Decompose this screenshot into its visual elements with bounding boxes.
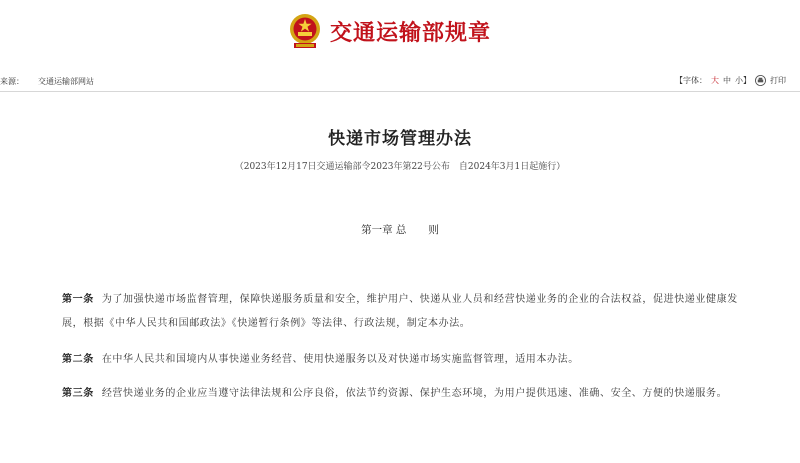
national-emblem-icon (288, 12, 322, 50)
chapter-heading (0, 222, 800, 237)
document-title: 快递市场管理办法 (328, 129, 472, 149)
article-paragraph (62, 348, 742, 372)
breadcrumb (0, 76, 94, 87)
article-label: 第三条 (62, 388, 94, 399)
article-label: 第一条 (62, 294, 94, 305)
location-bar (0, 71, 800, 92)
font-size-label: 【字体： (675, 76, 707, 85)
article-text: 经营快递业务的企业应当遵守法律法规和公序良俗，依法节约资源、保护生态环境，为用户提供迅速、准确、安全、方便的快递服务。 (101, 388, 728, 399)
site-title[interactable]: 交通运输部规章 (330, 21, 492, 46)
breadcrumb-link-site[interactable]: 交通运输部网站 (38, 77, 94, 86)
font-size-medium-button[interactable]: 中 (723, 76, 731, 85)
article-paragraph (62, 382, 742, 406)
font-size-large-button[interactable]: 大 (711, 76, 719, 85)
chapter-label-end: 则 (428, 224, 439, 236)
print-icon[interactable] (755, 75, 766, 86)
page-tools (675, 75, 786, 86)
site-header (0, 0, 800, 62)
font-size-small-button[interactable]: 小】 (735, 76, 751, 85)
article-text: 在中华人民共和国境内从事快递业务经营、使用快递服务以及对快递市场实施监督管理，适用本办法。 (101, 354, 579, 365)
print-button[interactable]: 打印 (770, 76, 786, 85)
chapter-label: 第一章 总 (361, 224, 407, 236)
location-label: 来源： (0, 77, 24, 86)
article-paragraph (62, 288, 742, 336)
document-subtitle: （2023年12月17日交通运输部令2023年第22号公布 自2024年3月1日起施行） (234, 162, 566, 172)
article-text: 为了加强快递市场监督管理，保障快递服务质量和安全，维护用户、快递从业人员和经营快递业务的企业的合法权益，促进快递业健康发展，根据《中华人民共和国邮政法》《快递暂行条例》等法律、行政法规，制定本办法。 (62, 294, 738, 329)
article-label: 第二条 (62, 354, 94, 365)
